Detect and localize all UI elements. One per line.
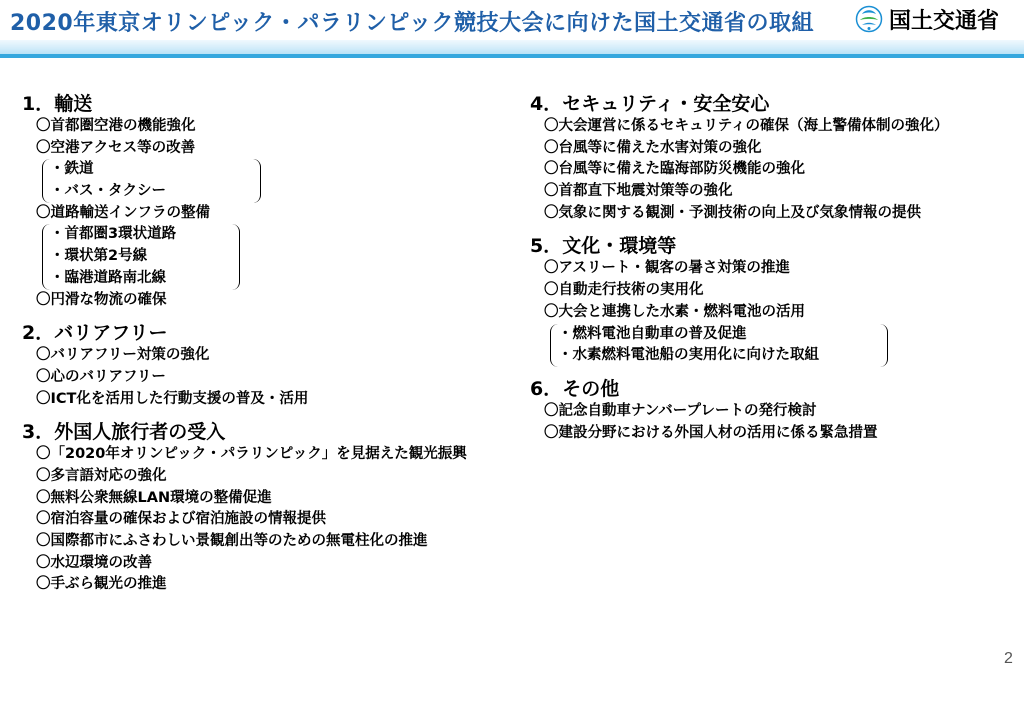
sub-item: ・バス・タクシー <box>50 183 166 200</box>
section-foreign-visitors <box>22 420 512 596</box>
list-item: 〇アスリート・観客の暑さ対策の推進 <box>544 260 790 277</box>
mlit-emblem-icon <box>855 5 883 33</box>
list-item: 〇大会と連携した水素・燃料電池の活用 <box>544 303 805 320</box>
list-item: 〇気象に関する観測・予測技術の向上及び気象情報の提供 <box>544 204 921 221</box>
list-item: 〇宿泊容量の確保および宿泊施設の情報提供 <box>36 511 326 528</box>
list-item: 〇「2020年オリンピック・パラリンピック」を見据えた観光振興 <box>36 446 467 463</box>
list-item: 〇水辺環境の改善 <box>36 554 152 571</box>
page-number: 2 <box>1004 650 1013 667</box>
section-other <box>530 377 1020 444</box>
section-transport <box>22 92 512 311</box>
list-item: 〇バリアフリー対策の強化 <box>36 347 210 364</box>
list-item: 〇首都圏空港の機能強化 <box>36 118 196 134</box>
section-security <box>530 92 1020 224</box>
list-item: 〇多言語対応の強化 <box>36 467 167 484</box>
section-title: 3．外国人旅行者の受入 <box>22 421 226 444</box>
section-title: 6．その他 <box>530 377 620 400</box>
header-rule <box>0 54 1024 58</box>
left-column <box>22 92 512 606</box>
sub-list <box>550 324 888 367</box>
list-item: 〇記念自動車ナンバープレートの発行検討 <box>544 402 817 419</box>
section-culture-environment <box>530 234 1020 366</box>
section-barrier-free <box>22 321 512 410</box>
list-item: 〇手ぶら観光の推進 <box>36 576 167 593</box>
list-item: 〇国際都市にふさわしい景観創出等のための無電柱化の推進 <box>36 533 428 549</box>
section-title: 5．文化・環境等 <box>530 235 677 258</box>
section-title: 2．バリアフリー <box>22 322 168 345</box>
right-column <box>530 92 1020 454</box>
header <box>0 0 1024 62</box>
list-item: 〇建設分野における外国人材の活用に係る緊急措置 <box>544 424 878 441</box>
section-title: 1．輸送 <box>22 93 93 115</box>
page-title: 2020年東京オリンピック・パラリンピック競技大会に向けた国土交通省の取組 <box>10 11 814 36</box>
list-item: 〇ICT化を活用した行動支援の普及・活用 <box>36 390 309 407</box>
logo-text: 国土交通省 <box>889 8 1000 34</box>
list-item: 〇自動走行技術の実用化 <box>544 282 704 299</box>
sub-item: ・水素燃料電池船の実用化に向けた取組 <box>558 347 819 364</box>
sub-list <box>42 159 261 202</box>
list-item: 〇円滑な物流の確保 <box>36 291 167 308</box>
sub-item: ・環状第2号線 <box>50 248 148 265</box>
sub-item: ・鉄道 <box>50 161 94 178</box>
list-item: 〇首都直下地震対策等の強化 <box>544 183 733 200</box>
section-title: 4．セキュリティ・安全安心 <box>530 93 770 115</box>
header-band <box>0 40 1024 54</box>
list-item: 〇心のバリアフリー <box>36 368 166 385</box>
sub-item: ・首都圏3環状道路 <box>50 226 177 243</box>
sub-list <box>42 224 240 289</box>
list-item: 〇道路輸送インフラの整備 <box>36 204 210 221</box>
sub-item: ・臨港道路南北線 <box>50 269 166 286</box>
list-item: 〇大会運営に係るセキュリティの確保（海上警備体制の強化） <box>544 118 949 134</box>
list-item: 〇空港アクセス等の改善 <box>36 139 196 156</box>
sub-item: ・燃料電池自動車の普及促進 <box>558 325 747 342</box>
ministry-logo <box>855 4 999 34</box>
list-item: 〇無料公衆無線LAN環境の整備促進 <box>36 489 272 506</box>
list-item: 〇台風等に備えた臨海部防災機能の強化 <box>544 161 805 178</box>
list-item: 〇台風等に備えた水害対策の強化 <box>544 139 762 156</box>
